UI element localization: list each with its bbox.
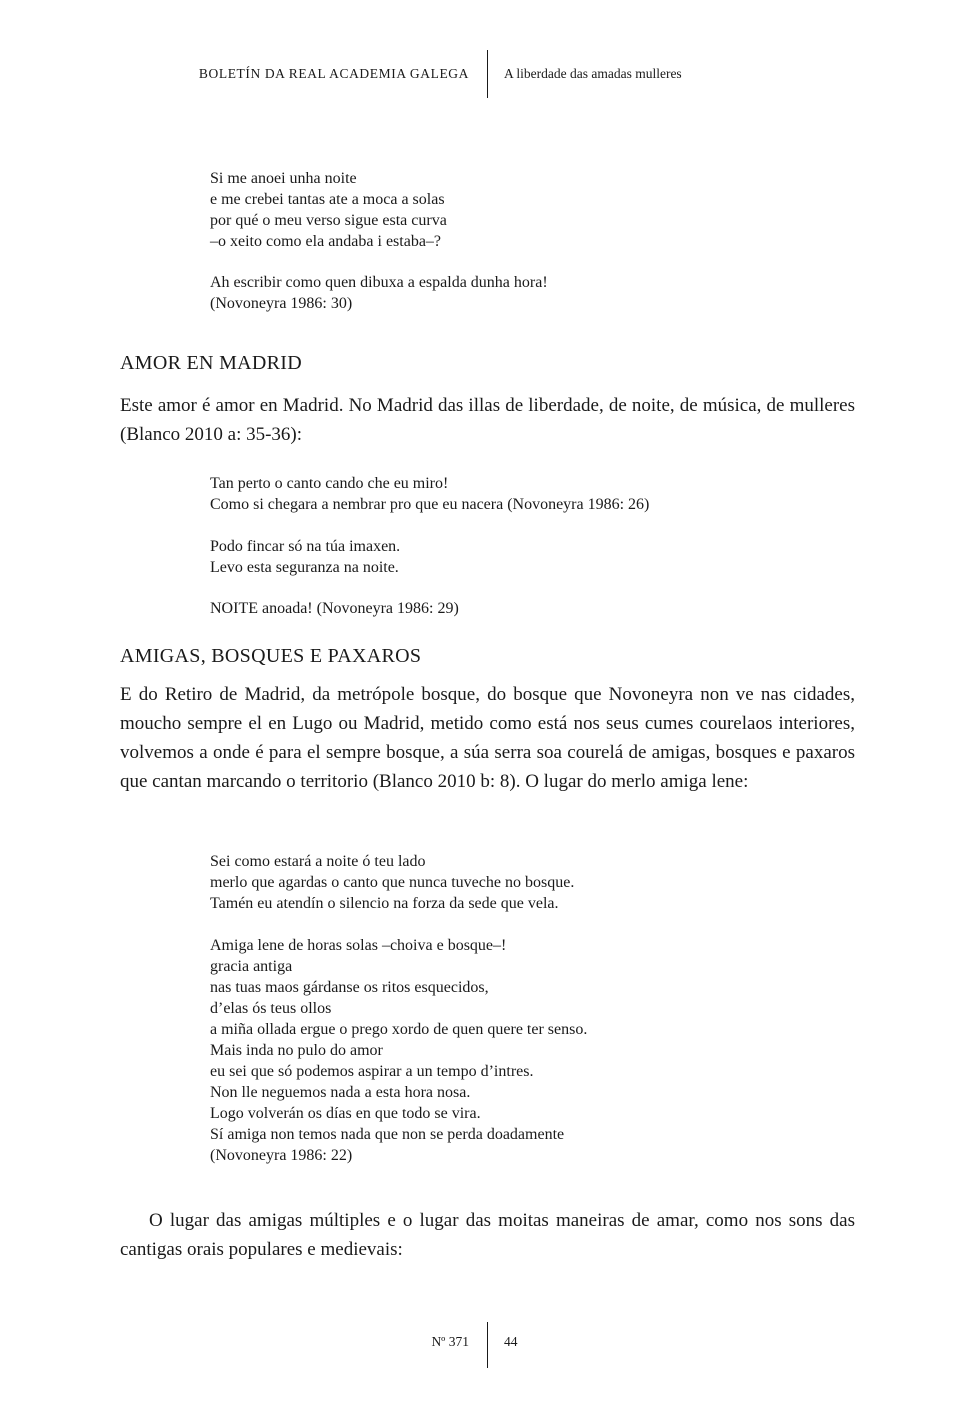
verse-line: merlo que agardas o canto que nunca tuveche no bosque. [210, 874, 575, 891]
verse-line: Podo fincar só na túa imaxen. [210, 538, 401, 555]
verse-line: Non lle neguemos nada a esta hora nosa. [210, 1084, 471, 1101]
verse-block [210, 851, 574, 914]
verse-line: Sí amiga non temos nada que non se perda doadamente [210, 1126, 565, 1143]
verse-line: Sei como estará a noite ó teu lado [210, 853, 426, 870]
page-number: 44 [504, 1334, 518, 1349]
verse-block [210, 536, 400, 578]
body-paragraph: E do Retiro de Madrid, da metrópole bosque, do bosque que Novoneyra non ve nas cidades, moucho sempre el en Lugo ou Madrid, metido como está nos seus cumes courelaos interiores, volvemos a onde é para el sempre bosque, a súa serra soa courelá de amigas, bosques e paxaros que cantan marcando o territorio (Blanco 2010 b: 8). O lugar do merlo amiga lene: [120, 684, 855, 792]
verse-line: Mais inda no pulo do amor [210, 1042, 383, 1059]
verse-block [210, 272, 548, 314]
journal-title: BOLETÍN DA REAL ACADEMIA GALEGA [198, 66, 469, 81]
section-heading: AMOR EN MADRID [120, 352, 302, 374]
verse-line: Si me anoei unha noite [210, 170, 357, 187]
verse-line: NOITE anoada! (Novoneyra 1986: 29) [210, 600, 459, 617]
body-paragraph: O lugar das amigas múltiples e o lugar das moitas maneiras de amar, como nos sons das cantigas orais populares e medievais: [120, 1210, 855, 1260]
verse-line: nas tuas maos gárdanse os ritos esquecidos, [210, 979, 489, 996]
section-heading: AMIGAS, BOSQUES E PAXAROS [120, 645, 422, 667]
verse-line: Amiga lene de horas solas –choiva e bosque–! [210, 937, 507, 954]
verse-citation: (Novoneyra 1986: 30) [210, 295, 353, 312]
header-divider [487, 50, 488, 98]
verse-block [210, 168, 447, 252]
footer-divider [487, 1322, 488, 1368]
verse-line: Tan perto o canto cando che eu miro! [210, 475, 449, 492]
verse-line: Ah escribir como quen dibuxa a espalda dunha hora! [210, 274, 548, 291]
verse-line: Tamén eu atendín o silencio na forza da sede que vela. [210, 895, 559, 912]
page-footer [0, 1322, 975, 1368]
verse-line: Como si chegara a nembrar pro que eu nacera (Novoneyra 1986: 26) [210, 496, 650, 513]
verse-citation: (Novoneyra 1986: 22) [210, 1147, 353, 1164]
verse-block [210, 473, 649, 515]
article-title: A liberdade das amadas mulleres [504, 66, 682, 81]
body-paragraph: Este amor é amor en Madrid. No Madrid das illas de liberdade, de noite, de música, de mulleres (Blanco 2010 a: 35-36): [120, 395, 855, 445]
issue-number: Nº 371 [431, 1334, 469, 1349]
verse-block [210, 598, 459, 619]
verse-line: a miña ollada ergue o prego xordo de quen quere ter senso. [210, 1021, 588, 1038]
verse-line: d’elas ós teus ollos [210, 1000, 332, 1017]
verse-line: por qué o meu verso sigue esta curva [210, 212, 447, 229]
running-header [0, 62, 975, 102]
verse-line: gracia antiga [210, 958, 293, 975]
verse-line: Logo volverán os días en que todo se vira. [210, 1105, 481, 1122]
verse-line: e me crebei tantas ate a moca a solas [210, 191, 445, 208]
verse-line: eu sei que só podemos aspirar a un tempo d’intres. [210, 1063, 534, 1080]
verse-block [210, 935, 587, 1166]
verse-line: –o xeito como ela andaba i estaba–? [210, 233, 442, 250]
verse-line: Levo esta seguranza na noite. [210, 559, 399, 576]
